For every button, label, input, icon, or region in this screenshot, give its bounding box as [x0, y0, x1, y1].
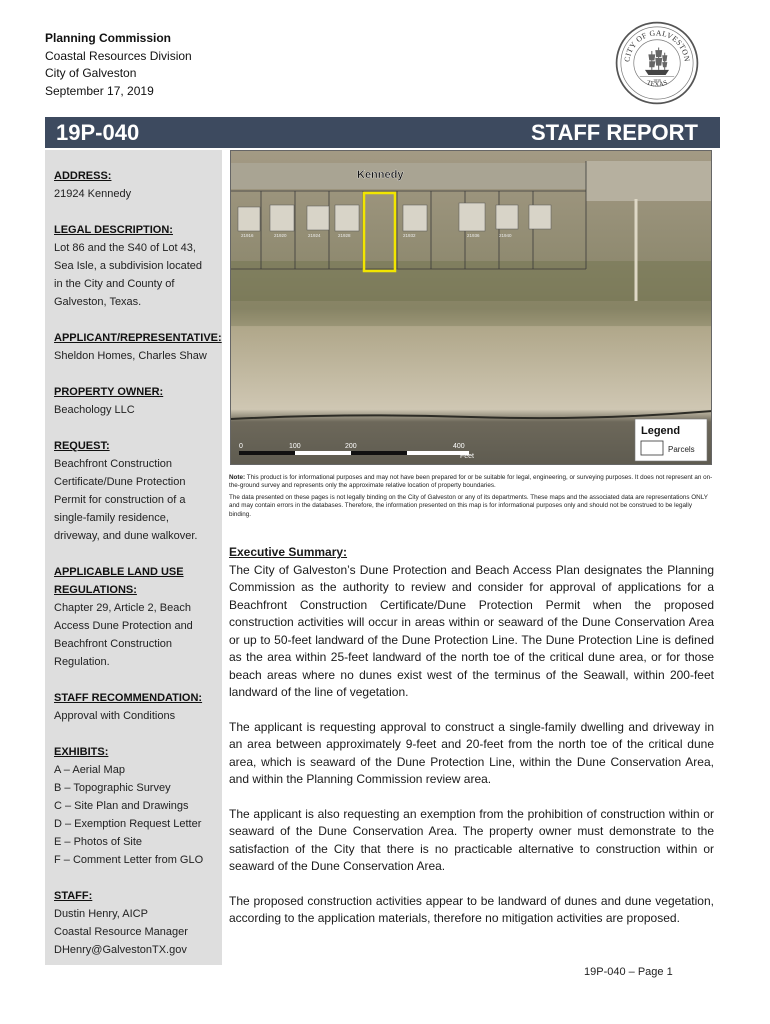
- staff-section: [54, 887, 222, 959]
- executive-summary: [229, 544, 714, 945]
- owner-section: [54, 383, 222, 419]
- title-banner: [45, 117, 720, 148]
- request-line: single-family residence,: [54, 512, 169, 524]
- address-line: 21924 Kennedy: [54, 188, 132, 200]
- request-line: Permit for construction of a: [54, 494, 186, 506]
- scale-label: 200: [345, 443, 357, 450]
- request-line: Beachfront Construction: [54, 458, 173, 470]
- summary-p1-wrap: [229, 544, 714, 702]
- parcel-number: 21924: [308, 233, 321, 238]
- legal-line: in the City and County of: [54, 278, 175, 290]
- legal-line: Lot 86 and the S40 of Lot 43,: [54, 242, 196, 254]
- report-header: [45, 30, 192, 100]
- owner-line: Beachology LLC: [54, 404, 135, 416]
- address-heading: ADDRESS:: [54, 170, 112, 182]
- request-line: Certificate/Dune Protection: [54, 476, 186, 488]
- parcel-number: 21920: [274, 233, 287, 238]
- scale-label: 400: [453, 443, 465, 450]
- scale-unit: Feet: [460, 453, 475, 460]
- staff-heading: STAFF:: [54, 890, 93, 902]
- summary-paragraph: The applicant is requesting approval to construct a single-family dwelling and driveway in an area between approximately 9-feet and 20-feet from the north toe of the critical dune area, which is seaward of the Dune Protection Line, within the Dune Conservation Area, and within the Planning Commission review area.: [229, 719, 714, 786]
- owner-heading: PROPERTY OWNER:: [54, 386, 164, 398]
- recommendation-section: [54, 689, 222, 725]
- header-division: Coastal Resources Division: [45, 48, 192, 63]
- recommendation-heading: STAFF RECOMMENDATION:: [54, 692, 203, 704]
- seal-top-text: CITY OF GALVESTON: [622, 28, 692, 63]
- map-legend: [635, 419, 707, 461]
- summary-paragraph: The proposed construction activities appear to be landward of dunes and dune vegetation, according to the application materials, therefore no mitigation activities are proposed.: [229, 893, 714, 925]
- seal-bottom-text: TEXAS: [645, 79, 669, 89]
- seal-year: 1839: [653, 78, 661, 83]
- map-note: [229, 474, 714, 491]
- address-section: [54, 167, 222, 203]
- exhibit-item: D – Exemption Request Letter: [54, 818, 202, 830]
- staff-email: DHenry@GalvestonTX.gov: [54, 944, 187, 956]
- header-date: September 17, 2019: [45, 83, 154, 98]
- header-org: Planning Commission: [45, 31, 172, 45]
- exhibits-section: [54, 743, 222, 869]
- legend-swatch: [641, 441, 663, 455]
- city-seal-logo: [614, 20, 700, 106]
- street-label: Kennedy: [357, 169, 404, 181]
- parcel-number: 21916: [241, 233, 254, 238]
- regulations-heading: REGULATIONS:: [54, 584, 137, 596]
- request-heading: REQUEST:: [54, 440, 110, 452]
- request-section: [54, 437, 222, 545]
- applicant-line: Sheldon Homes, Charles Shaw: [54, 350, 207, 362]
- page-footer: 19P-040 – Page 1: [584, 966, 673, 978]
- legal-section: [54, 221, 222, 311]
- note-text: This product is for informational purposes and may not have been prepared for or be suitable for legal, engineering, or surveying purposes. It does not represent an on-the-ground survey and represents only the approximate relative location of property boundaries.: [229, 474, 713, 490]
- header-city: City of Galveston: [45, 66, 137, 80]
- parcel-number: 21932: [403, 233, 416, 238]
- applicant-heading: APPLICANT/REPRESENTATIVE:: [54, 332, 222, 344]
- legal-heading: LEGAL DESCRIPTION:: [54, 224, 173, 236]
- map-disclaimer: The data presented on these pages is not legally binding on the City of Galveston or any of its departments. These maps and the associated data are representations ONLY and may contain errors in the databases. Therefore, the information presented on this map is for informational purposes only and should not be construed to be legally binding.: [229, 493, 708, 518]
- sidebar: [45, 150, 222, 965]
- note-label: Note:: [229, 474, 246, 481]
- regulations-line: Beachfront Construction: [54, 638, 173, 650]
- exhibit-item: B – Topographic Survey: [54, 782, 171, 794]
- aerial-map: [230, 150, 712, 465]
- report-title: STAFF REPORT: [530, 120, 698, 145]
- recommendation-line: Approval with Conditions: [54, 710, 176, 722]
- executive-heading: Executive Summary:: [229, 545, 348, 559]
- legal-line: Sea Isle, a subdivision located: [54, 260, 202, 272]
- exhibit-item: F – Comment Letter from GLO: [54, 854, 204, 866]
- parcel-number: 21928: [338, 233, 351, 238]
- regulations-heading: APPLICABLE LAND USE: [54, 566, 184, 578]
- request-line: driveway, and dune walkover.: [54, 530, 198, 542]
- legend-title: Legend: [641, 425, 681, 437]
- scale-label: 0: [239, 443, 243, 450]
- staff-line: Dustin Henry, AICP: [54, 908, 148, 920]
- legal-line: Galveston, Texas.: [54, 296, 142, 308]
- parcel-number: 21940: [499, 233, 512, 238]
- regulations-line: Regulation.: [54, 656, 110, 668]
- summary-paragraph: The applicant is also requesting an exemption from the prohibition of construction within or seaward of the Dune Conservation Area. The property owner must demonstrate to the satisfaction of the City that there is no practicable alternative to construction within or seaward of the Dune Conservation Area.: [229, 806, 714, 873]
- staff-line: Coastal Resource Manager: [54, 926, 188, 938]
- exhibit-item: A – Aerial Map: [54, 764, 125, 776]
- scale-label: 100: [289, 443, 301, 450]
- map-notes: [229, 474, 714, 522]
- regulations-line: Chapter 29, Article 2, Beach: [54, 602, 191, 614]
- parcel-number: 21936: [467, 233, 480, 238]
- regulations-section: [54, 563, 222, 671]
- aerial-map-image: [231, 151, 712, 465]
- case-number: 19P-040: [56, 120, 140, 145]
- applicant-section: [54, 329, 222, 365]
- exhibit-item: C – Site Plan and Drawings: [54, 800, 189, 812]
- legend-item: Parcels: [668, 445, 695, 454]
- regulations-line: Access Dune Protection and: [54, 620, 193, 632]
- exhibits-heading: EXHIBITS:: [54, 746, 109, 758]
- summary-paragraph: The City of Galveston’s Dune Protection and Beach Access Plan designates the Planning Commission as the authority to review and consider for approval of applications for a Beachfront Construction Certificate/Dune Protection Permit when the proposed construction activities will occur in areas within or seaward of the Dune Conservation Area or up to 50-feet landward of the Dune Protection Line. The Dune Protection Line is defined as the area within 25-feet landward of the north toe of the critical dune area, or for those beach areas where no dunes exist west of the terminus of the Seawall, within 200-feet landward of the line of vegetation.: [229, 562, 714, 699]
- exhibit-item: E – Photos of Site: [54, 836, 143, 848]
